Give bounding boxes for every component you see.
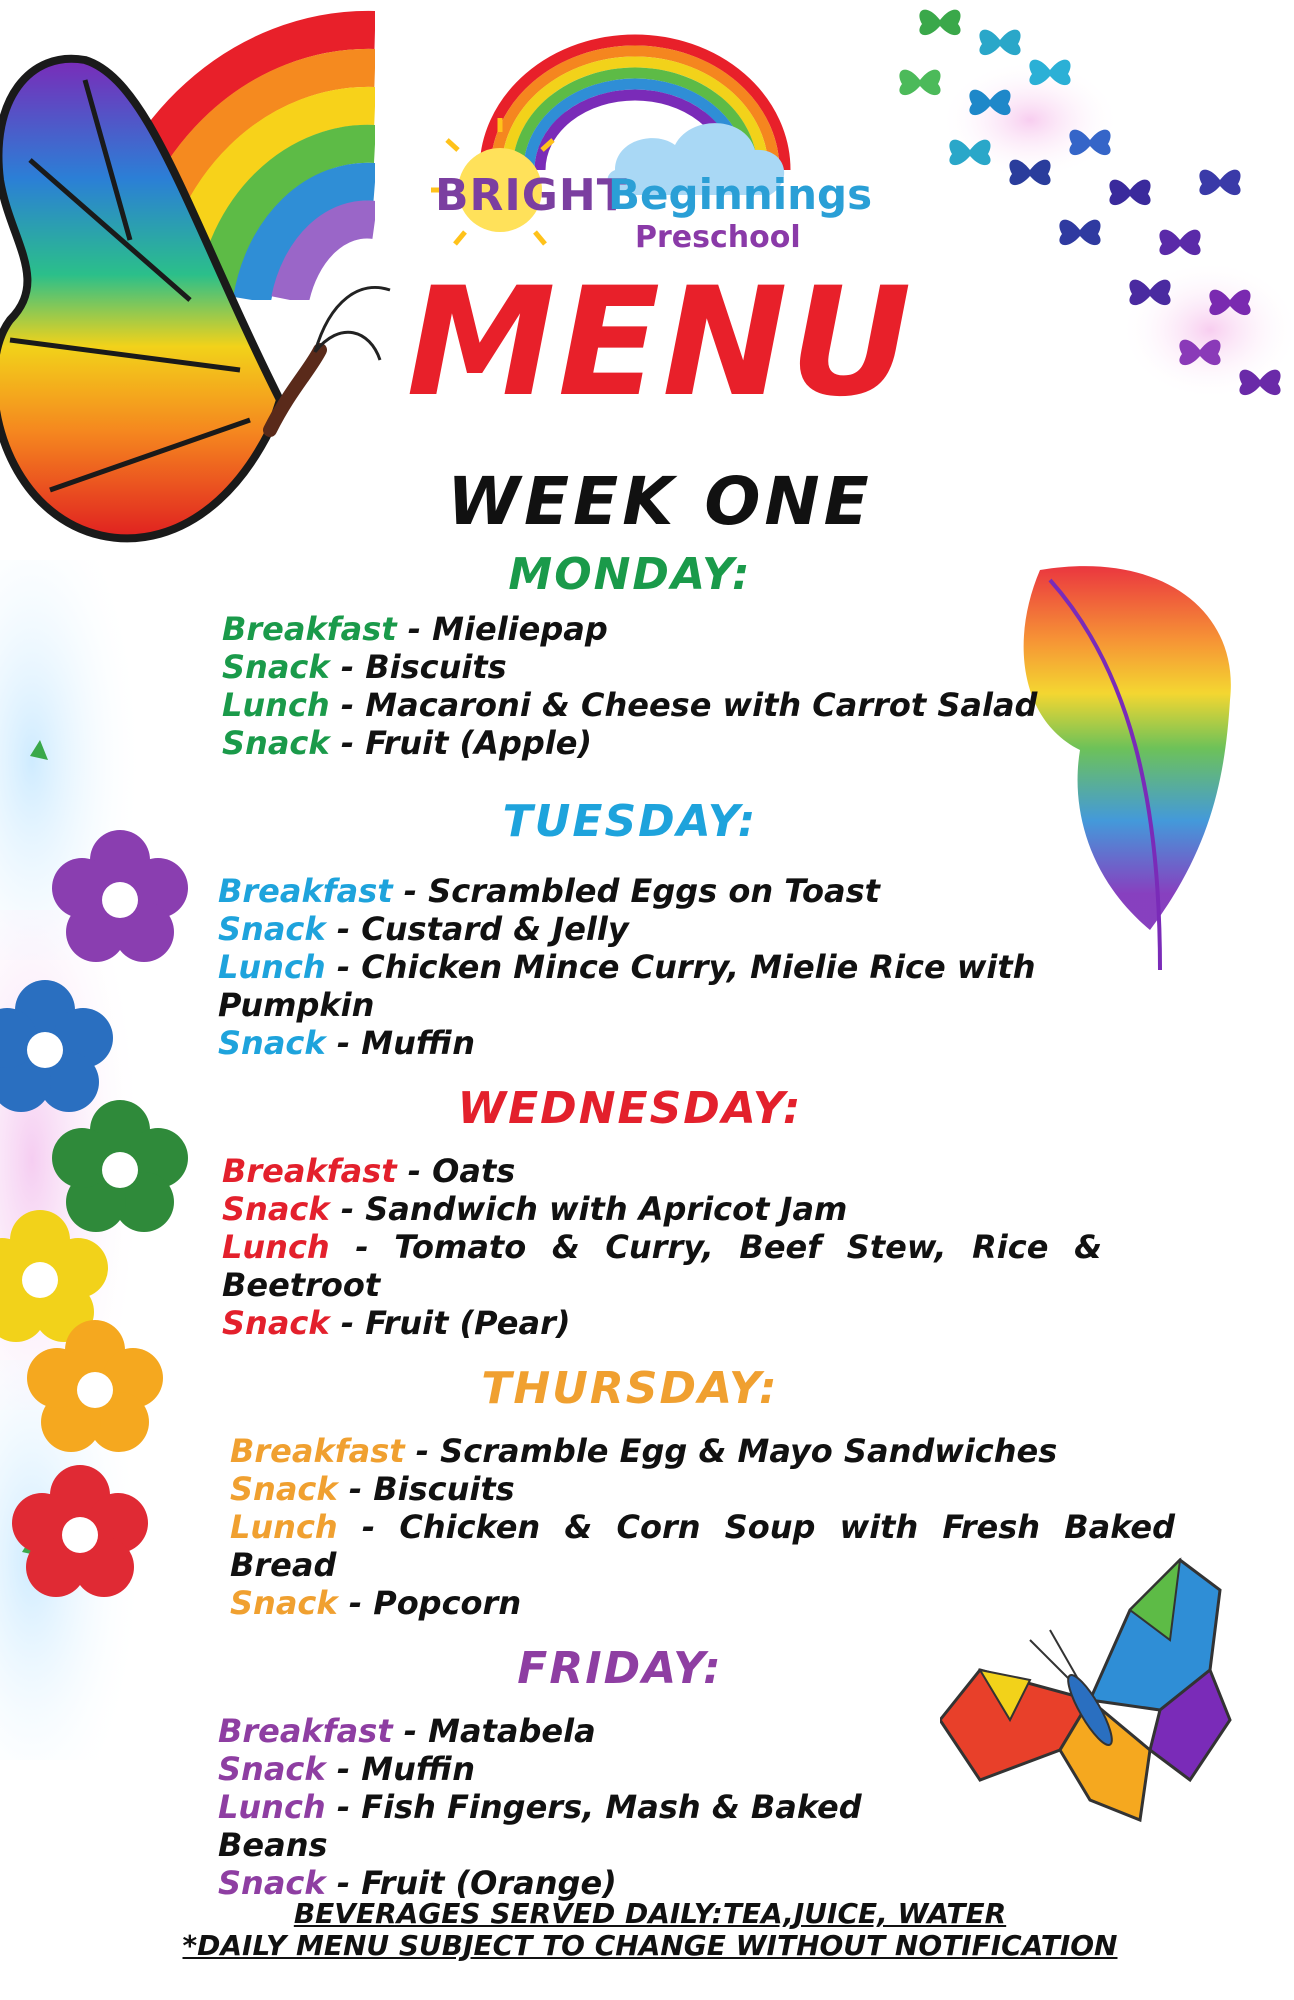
menu-item [222,1190,1102,1228]
change-notice: *DAILY MENU SUBJECT TO CHANGE WITHOUT NOTIFICATION [182,1929,1118,1962]
food-label: Fish Fingers, Mash & Baked Beans [218,1788,862,1864]
separator: - [329,1228,395,1266]
separator: - [392,1712,429,1750]
menu-item [218,1750,978,1788]
meal-label: Breakfast [222,610,397,648]
food-label: Mieliepap [432,610,608,648]
menu-item [218,1024,1048,1062]
separator: - [329,1304,366,1342]
menu-item [230,1508,1175,1584]
menu-item [218,1712,978,1750]
menu-item [222,1152,1102,1190]
separator: - [325,1864,362,1902]
menu-item [222,724,1042,762]
menu-item [230,1470,1175,1508]
menu-item [218,1788,978,1864]
meal-label: Lunch [222,686,330,724]
food-label: Muffin [361,1024,476,1062]
menu-list-thursday [230,1432,1175,1622]
menu-list-tuesday [218,872,1048,1062]
food-label: Muffin [361,1750,476,1788]
meal-label: Breakfast [218,872,393,910]
footer-notes [150,1898,1150,1962]
meal-label: Snack [218,1750,326,1788]
week-title: WEEK ONE [447,463,873,540]
menu-list-wednesday [222,1152,1102,1342]
day-heading-monday: MONDAY: [508,549,752,600]
separator: - [329,724,366,762]
food-label: Oats [432,1152,516,1190]
meal-label: Snack [222,1190,330,1228]
meal-label: Snack [222,1304,330,1342]
food-label: Tomato & Curry, Beef Stew, Rice & Beetroot [222,1228,1103,1304]
food-label: Scrambled Eggs on Toast [428,872,880,910]
food-label: Fruit (Pear) [365,1304,571,1342]
food-label: Sandwich with Apricot Jam [365,1190,848,1228]
beverages-note: BEVERAGES SERVED DAILY:TEA,JUICE, WATER [293,1897,1007,1930]
meal-label: Snack [230,1470,338,1508]
logo-preschool-text: Preschool [635,220,801,255]
menu-item [222,686,1042,724]
menu-list-friday [218,1712,978,1902]
separator: - [396,1152,433,1190]
food-label: Custard & Jelly [361,910,629,948]
day-heading-tuesday: TUESDAY: [502,796,758,847]
rainbow-feather-icon [1010,550,1270,980]
logo-beginnings-text: Beginnings [608,170,873,219]
food-label: Biscuits [373,1470,515,1508]
separator: - [325,1024,362,1062]
meal-label: Snack [222,724,330,762]
food-label: Chicken Mince Curry, Mielie Rice with Pumpkin [218,948,1036,1024]
food-label: Scramble Egg & Mayo Sandwiches [440,1432,1058,1470]
rainbow-butterfly-icon [0,40,410,580]
meal-label: Snack [218,1024,326,1062]
meal-label: Lunch [218,948,326,986]
menu-item [222,1304,1102,1342]
logo-bright-text: BRIGHT [435,170,628,221]
butterfly-swarm-icon [880,0,1294,430]
day-heading-wednesday: WEDNESDAY: [457,1083,803,1134]
food-label: Biscuits [365,648,507,686]
separator: - [329,686,366,724]
food-label: Fruit (Apple) [365,724,593,762]
separator: - [325,948,362,986]
separator: - [392,872,429,910]
food-label: Matabela [428,1712,596,1750]
separator: - [325,910,362,948]
food-label: Fruit (Orange) [361,1864,617,1902]
menu-item [222,648,1042,686]
food-label: Chicken & Corn Soup with Fresh Baked Bread [230,1508,1176,1584]
flower-icon [0,740,200,1620]
separator: - [329,648,366,686]
menu-list-monday [222,610,1042,762]
separator: - [337,1508,400,1546]
meal-label: Snack [222,648,330,686]
meal-label: Breakfast [218,1712,393,1750]
meal-label: Snack [230,1584,338,1622]
menu-title: MENU [406,256,914,430]
menu-item [218,948,1048,1024]
menu-item [230,1432,1175,1470]
day-heading-thursday: THURSDAY: [481,1363,779,1414]
separator: - [337,1584,374,1622]
menu-item [218,872,1048,910]
day-heading-friday: FRIDAY: [517,1643,723,1694]
separator: - [329,1190,366,1228]
meal-label: Breakfast [230,1432,405,1470]
meal-label: Breakfast [222,1152,397,1190]
preschool-logo [425,20,873,255]
separator: - [404,1432,441,1470]
separator: - [337,1470,374,1508]
food-label: Popcorn [373,1584,522,1622]
menu-item [222,1228,1102,1304]
food-label: Macaroni & Cheese with Carrot Salad [365,686,1038,724]
separator: - [325,1750,362,1788]
separator: - [325,1788,362,1826]
meal-label: Snack [218,910,326,948]
menu-item [218,910,1048,948]
meal-label: Lunch [222,1228,330,1266]
meal-label: Lunch [218,1788,326,1826]
meal-label: Snack [218,1864,326,1902]
separator: - [396,610,433,648]
meal-label: Lunch [230,1508,338,1546]
menu-item [222,610,1042,648]
menu-item [230,1584,1175,1622]
